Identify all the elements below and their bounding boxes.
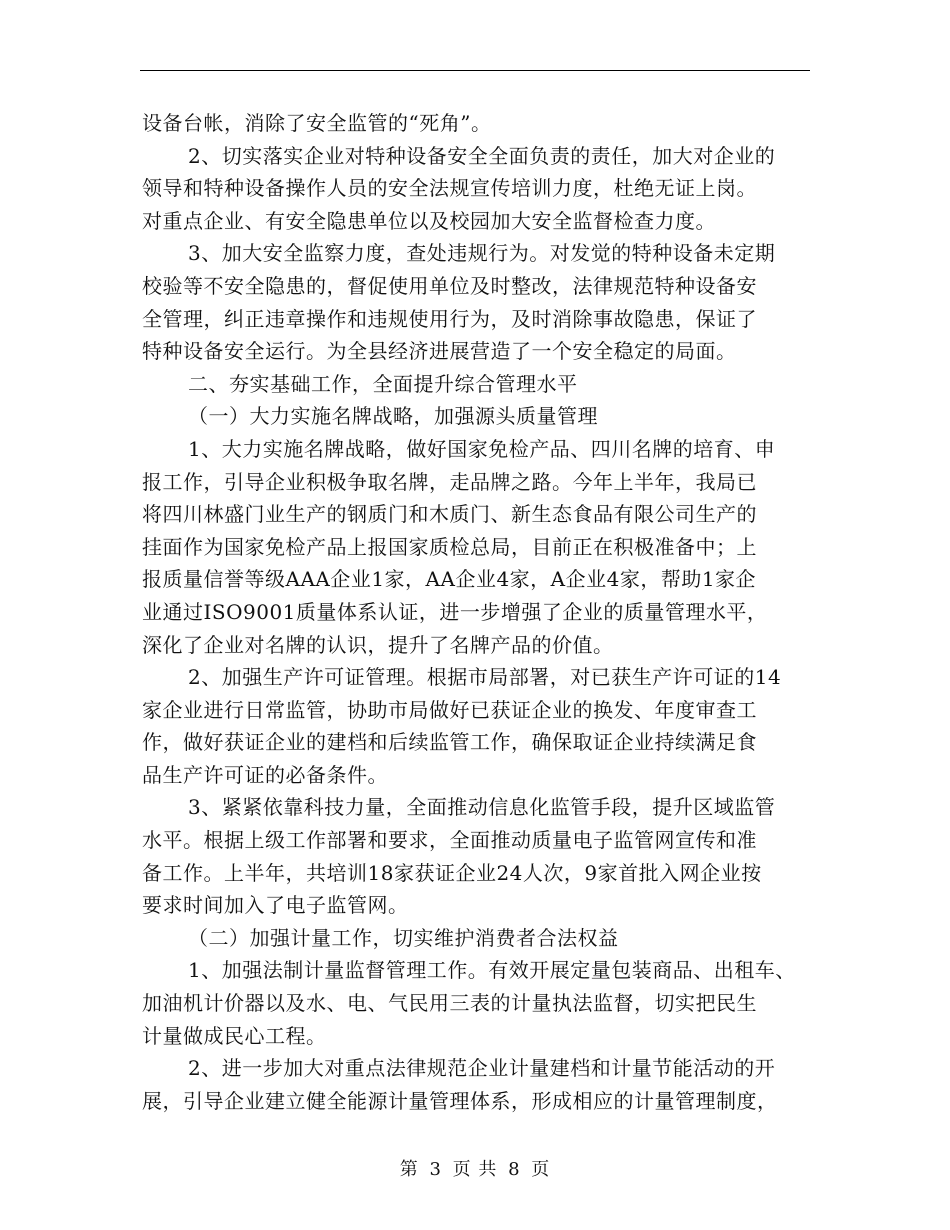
subsection-heading: （二）加强计量工作，切实维护消费者合法权益 — [188, 925, 619, 950]
text-line: 展，引导企业建立健全能源计量管理体系，形成相应的计量管理制度， — [142, 1088, 778, 1113]
text-line: 计量做成民心工程。 — [142, 1023, 327, 1048]
page-number: 3 — [429, 1159, 442, 1180]
text-line: 深化了企业对名牌的认识，提升了名牌产品的价值。 — [142, 632, 614, 657]
paragraph-start-line: 2、进一步加大对重点法律规范企业计量建档和计量节能活动的开 — [188, 1056, 776, 1081]
footer-middle: 页 共 — [452, 1159, 498, 1180]
text-line: 家企业进行日常监管，协助市局做好已获证企业的换发、年度审查工 — [142, 697, 757, 722]
text-line: 水平。根据上级工作部署和要求，全面推动质量电子监管网宣传和准 — [142, 828, 757, 853]
text-line: 将四川林盛门业生产的钢质门和木质门、新生态食品有限公司生产的 — [142, 502, 757, 527]
text-line: 领导和特种设备操作人员的安全法规宣传培训力度，杜绝无证上岗。 — [142, 176, 757, 201]
paragraph-start-line: 1、大力实施名牌战略，做好国家免检产品、四川名牌的培育、申 — [188, 436, 776, 461]
text-line: 业通过ISO9001质量体系认证，进一步增强了企业的质量管理水平， — [142, 599, 768, 624]
footer-prefix: 第 — [399, 1159, 419, 1180]
document-body — [142, 107, 862, 1117]
text-line: 设备台帐，消除了安全监管的“死角”。 — [142, 111, 492, 135]
paragraph-start-line: 2、切实落实企业对特种设备安全全面负责的责任，加大对企业的 — [188, 143, 776, 168]
paragraph-start-line: 2、加强生产许可证管理。根据市局部署，对已获生产许可证的14 — [188, 665, 782, 690]
page-total: 8 — [508, 1159, 521, 1180]
text-line: 备工作。上半年，共培训18家获证企业24人次，9家首批入网企业按 — [142, 860, 762, 885]
footer-suffix: 页 — [531, 1159, 551, 1180]
text-line: 报工作，引导企业积极争取名牌，走品牌之路。今年上半年，我局已 — [142, 469, 757, 494]
paragraph-start-line: 3、紧紧依靠科技力量，全面推动信息化监管手段，提升区域监管 — [188, 795, 776, 820]
text-line: 校验等不安全隐患的，督促使用单位及时整改，法律规范特种设备安 — [142, 273, 757, 298]
section-heading: 二、夯实基础工作，全面提升综合管理水平 — [188, 371, 578, 396]
page-footer — [0, 1155, 950, 1181]
text-line: 作，做好获证企业的建档和后续监管工作，确保取证企业持续满足食 — [142, 730, 757, 755]
text-line: 全管理，纠正违章操作和违规使用行为，及时消除事故隐患，保证了 — [142, 306, 757, 331]
header-rule — [140, 70, 810, 71]
text-line: 加油机计价器以及水、电、气民用三表的计量执法监督，切实把民生 — [142, 991, 757, 1016]
paragraph-start-line: 3、加大安全监察力度，查处违规行为。对发觉的特种设备未定期 — [188, 241, 776, 266]
text-line: 挂面作为国家免检产品上报国家质检总局，目前正在积极准备中；上 — [142, 534, 757, 559]
text-line: 特种设备安全运行。为全县经济进展营造了一个安全稳定的局面。 — [142, 339, 737, 364]
text-line: 品生产许可证的必备条件。 — [142, 762, 388, 787]
text-line: 对重点企业、有安全隐患单位以及校园加大安全监督检查力度。 — [142, 208, 716, 233]
paragraph-start-line: 1、加强法制计量监督管理工作。有效开展定量包装商品、出租车、 — [188, 958, 796, 983]
text-line: 要求时间加入了电子监管网。 — [142, 893, 409, 918]
subsection-heading: （一）大力实施名牌战略，加强源头质量管理 — [188, 404, 598, 429]
text-line: 报质量信誉等级AAA企业1家，AA企业4家，A企业4家，帮助1家企 — [142, 567, 757, 592]
